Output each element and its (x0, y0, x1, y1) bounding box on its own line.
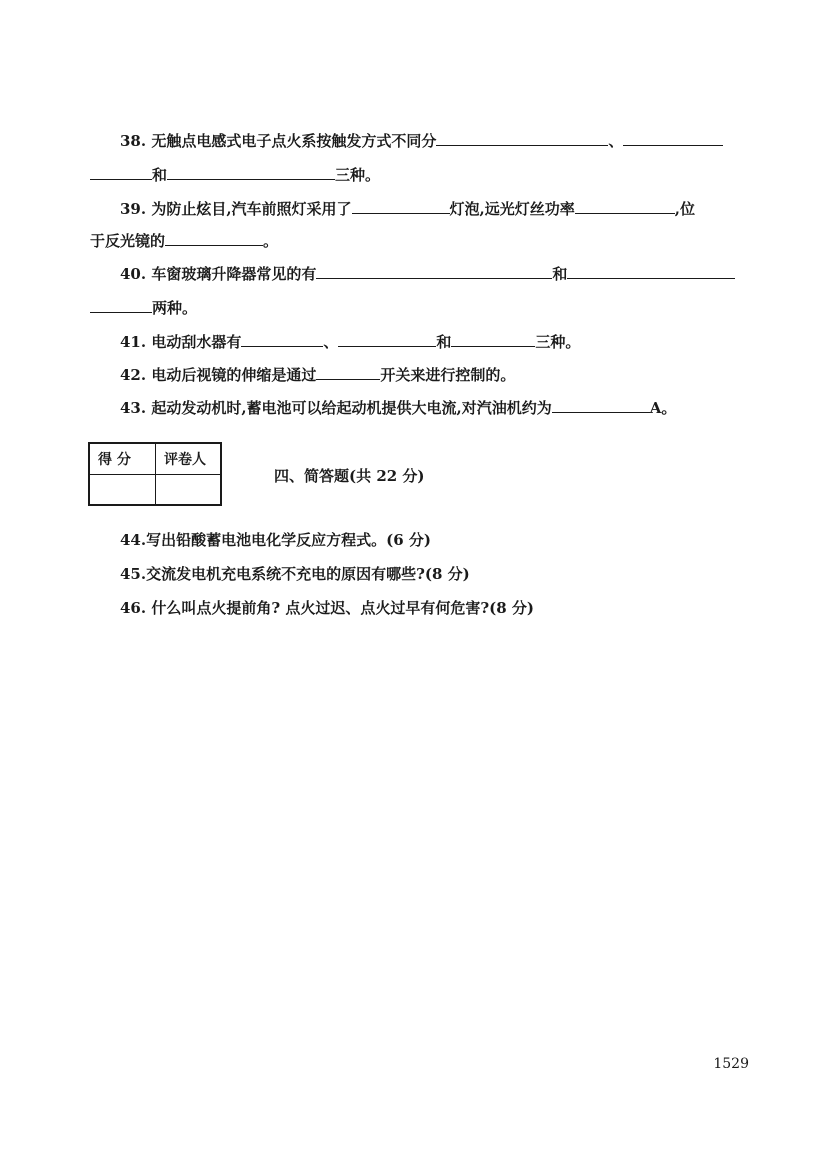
table-divider (90, 474, 220, 475)
question-40-line-2 (90, 298, 197, 318)
section-title: 四、简答题(共 22 分) (274, 467, 425, 485)
question-42-text-b: 开关来进行控制的。 (380, 366, 516, 384)
question-39-text-a: 39. 为防止炫目,汽车前照灯采用了 (120, 200, 352, 218)
answer-blank[interactable] (167, 165, 335, 180)
answer-blank[interactable] (316, 365, 380, 380)
score-label: 得 分 (98, 452, 131, 468)
answer-blank[interactable] (165, 231, 263, 246)
question-38-end: 三种。 (335, 166, 381, 184)
question-39-line-2 (90, 231, 278, 251)
question-43-text-b: A。 (649, 399, 677, 417)
question-39-text-d: 于反光镜的 (90, 232, 166, 250)
question-42-text-a: 42. 电动后视镜的伸缩是通过 (120, 366, 317, 384)
question-44: 44.写出铅酸蓄电池电化学反应方程式。(6 分) (120, 531, 431, 549)
question-40-and: 和 (552, 265, 568, 283)
question-39-text-c: ,位 (674, 200, 696, 218)
question-46: 46. 什么叫点火提前角? 点火过迟、点火过早有何危害?(8 分) (120, 599, 534, 617)
question-39-line-1 (120, 199, 695, 219)
answer-blank[interactable] (575, 199, 675, 214)
separator: 、 (323, 333, 339, 351)
question-39-text-b: 灯泡,远光灯丝功率 (449, 200, 575, 218)
question-40-line-1 (120, 264, 735, 284)
question-40-text-a: 40. 车窗玻璃升降器常见的有 (120, 265, 317, 283)
answer-blank[interactable] (338, 332, 436, 347)
question-43 (120, 398, 676, 418)
answer-blank[interactable] (90, 298, 152, 313)
grader-label: 评卷人 (164, 452, 206, 468)
answer-blank[interactable] (451, 332, 535, 347)
question-39-text-e: 。 (263, 232, 279, 250)
answer-blank[interactable] (552, 398, 650, 413)
question-45: 45.交流发电机充电系统不充电的原因有哪些?(8 分) (120, 565, 470, 583)
question-43-text-a: 43. 起动发动机时,蓄电池可以给起动机提供大电流,对汽油机约为 (120, 399, 552, 417)
answer-blank[interactable] (90, 165, 152, 180)
question-41-and: 和 (436, 333, 452, 351)
answer-blank[interactable] (623, 131, 723, 146)
answer-blank[interactable] (241, 332, 323, 347)
question-41 (120, 332, 580, 352)
question-38-line-2 (90, 165, 380, 185)
question-38-line-1 (120, 131, 723, 151)
score-table (88, 442, 222, 506)
question-41-end: 三种。 (535, 333, 581, 351)
answer-blank[interactable] (567, 264, 735, 279)
question-42 (120, 365, 515, 385)
separator: 、 (608, 132, 624, 150)
answer-blank[interactable] (352, 199, 450, 214)
question-38-text: 38. 无触点电感式电子点火系按触发方式不同分 (120, 132, 437, 150)
answer-blank[interactable] (316, 264, 552, 279)
page-number: 1529 (713, 1056, 749, 1072)
question-41-text-a: 41. 电动刮水器有 (120, 333, 242, 351)
question-38-and: 和 (152, 166, 168, 184)
answer-blank[interactable] (436, 131, 608, 146)
question-40-end: 两种。 (152, 299, 198, 317)
